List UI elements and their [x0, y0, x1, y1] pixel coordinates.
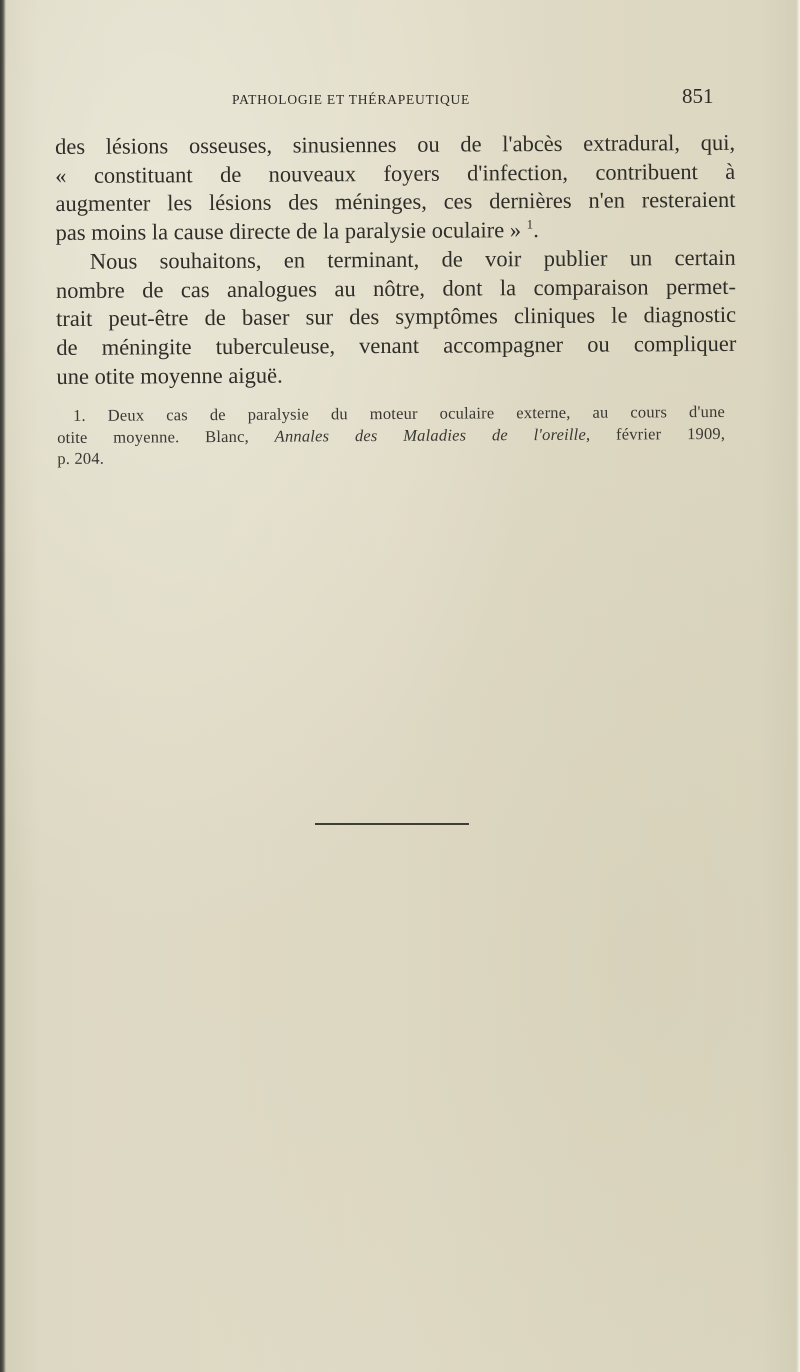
footnote-line	[57, 422, 725, 448]
footnote-text: otite moyenne. Blanc,	[57, 426, 249, 447]
running-title: PATHOLOGIE ET THÉRAPEUTIQUE	[232, 92, 471, 107]
text-line: une otite moyenne aiguë.	[56, 362, 283, 389]
text-line: Nous souhaitons, en terminant, de voir publier un certain	[89, 244, 736, 274]
journal-title: Annales des Maladies de l'oreille	[274, 424, 587, 446]
page-number: 851	[682, 84, 714, 108]
footnote-text: , février 1909,	[585, 423, 726, 444]
text-line: nombre de cas analogues au nôtre, dont la comparaison permet-	[55, 273, 737, 303]
text-line: de méningite tuberculeuse, venant accompagner ou compliquer	[56, 330, 737, 360]
page-edge	[796, 0, 800, 1372]
text-line: augmenter les lésions des méninges, ces dernières n'en resteraient	[55, 187, 736, 217]
separator-rule	[315, 823, 469, 825]
text-line: trait peut-être de baser sur des symptômes cliniques le diagnostic	[56, 302, 737, 332]
main-text	[55, 129, 737, 391]
footnote	[57, 401, 725, 470]
binding-edge	[0, 0, 6, 1372]
text-line-content: pas moins la cause directe de la paralysie oculaire »	[55, 217, 522, 246]
sentence-end: .	[533, 217, 539, 243]
text-line	[56, 215, 736, 248]
text-line: « constituant de nouveaux foyers d'infection, contribuent à	[55, 158, 736, 188]
footnote-line: p. 204.	[57, 448, 105, 468]
footnote-reference: 1	[526, 216, 534, 232]
footnote-line: 1. Deux cas de paralysie du moteur oculaire externe, au cours d'une	[73, 401, 726, 425]
text-line: des lésions osseuses, sinusiennes ou de l'abcès extradural, qui,	[55, 129, 736, 159]
